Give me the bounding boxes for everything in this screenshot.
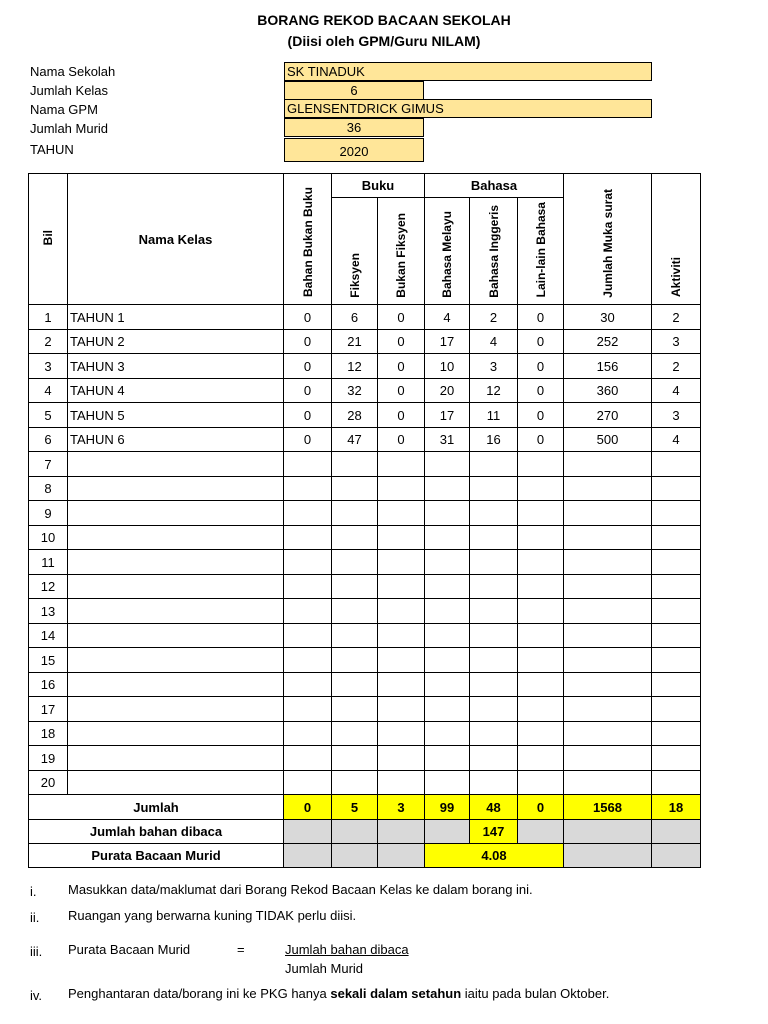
totals-label: Jumlah xyxy=(29,795,284,820)
row-fiksyen[interactable] xyxy=(332,746,378,771)
row-bil: 9 xyxy=(29,501,68,526)
note-3-numerator: Jumlah bahan dibaca xyxy=(285,942,409,957)
table-row xyxy=(29,623,701,648)
row-lain-lain[interactable] xyxy=(518,623,564,648)
total-aktiviti: 18 xyxy=(652,795,701,820)
row-bil: 10 xyxy=(29,525,68,550)
row-bahasa-melayu[interactable] xyxy=(425,623,470,648)
row-jumlah-muka-surat[interactable]: 30 xyxy=(564,305,652,330)
row-lain-lain[interactable]: 0 xyxy=(518,427,564,452)
row-bahasa-melayu[interactable]: 17 xyxy=(425,403,470,428)
row-bukan-fiksyen[interactable] xyxy=(378,697,425,722)
note-2-number: ii. xyxy=(30,910,40,925)
row-lain-lain[interactable] xyxy=(518,501,564,526)
note-3-equals: = xyxy=(237,942,245,957)
row-jumlah-muka-surat[interactable]: 156 xyxy=(564,354,652,379)
header-bukan-fiksyen: Bukan Fiksyen xyxy=(378,198,425,305)
students-label: Jumlah Murid xyxy=(30,121,109,136)
row-lain-lain[interactable] xyxy=(518,599,564,624)
row-fiksyen[interactable] xyxy=(332,721,378,746)
row-aktiviti[interactable]: 4 xyxy=(652,378,701,403)
row-bahasa-melayu[interactable] xyxy=(425,574,470,599)
note-3-number: iii. xyxy=(30,944,43,959)
row-jumlah-muka-surat[interactable] xyxy=(564,648,652,673)
row-aktiviti[interactable] xyxy=(652,550,701,575)
row-nama-kelas[interactable] xyxy=(68,599,284,624)
row-bahan-bukan-buku[interactable] xyxy=(284,574,332,599)
row-nama-kelas[interactable] xyxy=(68,550,284,575)
row-bahasa-inggeris[interactable]: 16 xyxy=(470,427,518,452)
table-row xyxy=(29,574,701,599)
row-bahasa-inggeris[interactable] xyxy=(470,623,518,648)
row-bahasa-melayu[interactable] xyxy=(425,476,470,501)
table-row xyxy=(29,770,701,795)
row-bahan-bukan-buku[interactable] xyxy=(284,746,332,771)
row-bahasa-melayu[interactable] xyxy=(425,599,470,624)
row-bil: 6 xyxy=(29,427,68,452)
row-nama-kelas[interactable]: TAHUN 1 xyxy=(68,305,284,330)
row-aktiviti[interactable] xyxy=(652,770,701,795)
row-nama-kelas[interactable] xyxy=(68,770,284,795)
row-bukan-fiksyen[interactable] xyxy=(378,623,425,648)
row-jumlah-muka-surat[interactable] xyxy=(564,746,652,771)
row-nama-kelas[interactable]: TAHUN 5 xyxy=(68,403,284,428)
header-lain-lain-bahasa: Lain-lain Bahasa xyxy=(518,198,564,305)
header-bahasa-inggeris: Bahasa Inggeris xyxy=(470,198,518,305)
row-fiksyen[interactable] xyxy=(332,697,378,722)
jumlah-bahan-value: 147 xyxy=(470,820,518,844)
gray-cell xyxy=(332,820,378,844)
row-bil: 20 xyxy=(29,770,68,795)
page-title: BORANG REKOD BACAAN SEKOLAH xyxy=(257,12,511,28)
row-fiksyen[interactable]: 12 xyxy=(332,354,378,379)
school-label: Nama Sekolah xyxy=(30,64,116,79)
row-bil: 18 xyxy=(29,721,68,746)
row-bahasa-inggeris[interactable] xyxy=(470,476,518,501)
row-bahasa-melayu[interactable]: 10 xyxy=(425,354,470,379)
row-bahasa-inggeris[interactable]: 2 xyxy=(470,305,518,330)
row-aktiviti[interactable] xyxy=(652,623,701,648)
row-lain-lain[interactable] xyxy=(518,746,564,771)
row-fiksyen[interactable]: 32 xyxy=(332,378,378,403)
note-4-text xyxy=(68,986,609,1001)
row-bil: 15 xyxy=(29,648,68,673)
row-nama-kelas[interactable]: TAHUN 6 xyxy=(68,427,284,452)
row-bahan-bukan-buku[interactable] xyxy=(284,476,332,501)
row-bil: 4 xyxy=(29,378,68,403)
row-fiksyen[interactable] xyxy=(332,599,378,624)
row-bahasa-inggeris[interactable] xyxy=(470,746,518,771)
row-bahasa-inggeris[interactable]: 11 xyxy=(470,403,518,428)
row-jumlah-muka-surat[interactable] xyxy=(564,574,652,599)
row-bahan-bukan-buku[interactable] xyxy=(284,672,332,697)
gpm-field[interactable]: GLENSENTDRICK GIMUS xyxy=(284,99,652,118)
table-row xyxy=(29,354,701,379)
table-row xyxy=(29,452,701,477)
row-fiksyen[interactable] xyxy=(332,452,378,477)
row-bahasa-melayu[interactable] xyxy=(425,746,470,771)
header-jumlah-muka-surat: Jumlah Muka surat xyxy=(564,174,652,305)
row-lain-lain[interactable]: 0 xyxy=(518,403,564,428)
table-row xyxy=(29,721,701,746)
row-jumlah-muka-surat[interactable] xyxy=(564,623,652,648)
row-bahan-bukan-buku[interactable]: 0 xyxy=(284,403,332,428)
total-bahasa-inggeris: 48 xyxy=(470,795,518,820)
row-bahasa-melayu[interactable] xyxy=(425,672,470,697)
row-bukan-fiksyen[interactable]: 0 xyxy=(378,329,425,354)
row-fiksyen[interactable]: 47 xyxy=(332,427,378,452)
row-lain-lain[interactable]: 0 xyxy=(518,378,564,403)
header-buku: Buku xyxy=(332,174,425,198)
row-bahasa-inggeris[interactable] xyxy=(470,721,518,746)
row-aktiviti[interactable] xyxy=(652,697,701,722)
row-bukan-fiksyen[interactable] xyxy=(378,550,425,575)
row-bahan-bukan-buku[interactable]: 0 xyxy=(284,354,332,379)
row-bil: 16 xyxy=(29,672,68,697)
students-field[interactable]: 36 xyxy=(284,118,424,137)
row-jumlah-muka-surat[interactable]: 360 xyxy=(564,378,652,403)
row-bahasa-melayu[interactable] xyxy=(425,452,470,477)
row-bil: 14 xyxy=(29,623,68,648)
gray-cell xyxy=(564,820,652,844)
row-bil: 2 xyxy=(29,329,68,354)
row-fiksyen[interactable]: 21 xyxy=(332,329,378,354)
row-jumlah-muka-surat[interactable] xyxy=(564,476,652,501)
total-bukan-fiksyen: 3 xyxy=(378,795,425,820)
row-bukan-fiksyen[interactable]: 0 xyxy=(378,378,425,403)
row-bahasa-inggeris[interactable] xyxy=(470,672,518,697)
row-bukan-fiksyen[interactable] xyxy=(378,525,425,550)
row-bukan-fiksyen[interactable] xyxy=(378,770,425,795)
row-aktiviti[interactable] xyxy=(652,721,701,746)
table-row xyxy=(29,746,701,771)
gray-cell xyxy=(425,820,470,844)
row-bahan-bukan-buku[interactable]: 0 xyxy=(284,329,332,354)
row-aktiviti[interactable] xyxy=(652,501,701,526)
note-4-bold: sekali dalam setahun xyxy=(330,986,462,1001)
reading-record-table xyxy=(28,173,701,868)
row-bil: 11 xyxy=(29,550,68,575)
row-bahan-bukan-buku[interactable] xyxy=(284,623,332,648)
table-row xyxy=(29,697,701,722)
row-nama-kelas[interactable] xyxy=(68,623,284,648)
gray-cell xyxy=(564,844,652,868)
note-4-post: iaitu pada bulan Oktober. xyxy=(461,986,610,1001)
row-nama-kelas[interactable] xyxy=(68,746,284,771)
row-aktiviti[interactable] xyxy=(652,648,701,673)
row-lain-lain[interactable] xyxy=(518,574,564,599)
row-nama-kelas[interactable] xyxy=(68,574,284,599)
row-nama-kelas[interactable] xyxy=(68,648,284,673)
row-bukan-fiksyen[interactable] xyxy=(378,721,425,746)
row-fiksyen[interactable] xyxy=(332,623,378,648)
row-bahan-bukan-buku[interactable] xyxy=(284,697,332,722)
row-bahan-bukan-buku[interactable] xyxy=(284,721,332,746)
row-bahan-bukan-buku[interactable] xyxy=(284,550,332,575)
total-bahan-bukan-buku: 0 xyxy=(284,795,332,820)
row-bahasa-melayu[interactable] xyxy=(425,550,470,575)
row-bahasa-melayu[interactable] xyxy=(425,525,470,550)
row-bahasa-melayu[interactable] xyxy=(425,721,470,746)
header-aktiviti: Aktiviti xyxy=(652,174,701,305)
row-lain-lain[interactable] xyxy=(518,697,564,722)
row-fiksyen[interactable] xyxy=(332,550,378,575)
row-lain-lain[interactable] xyxy=(518,721,564,746)
row-bahasa-inggeris[interactable] xyxy=(470,599,518,624)
row-lain-lain[interactable] xyxy=(518,672,564,697)
row-jumlah-muka-surat[interactable] xyxy=(564,672,652,697)
row-bukan-fiksyen[interactable]: 0 xyxy=(378,403,425,428)
row-bil: 12 xyxy=(29,574,68,599)
row-bahasa-inggeris[interactable]: 12 xyxy=(470,378,518,403)
table-row xyxy=(29,329,701,354)
row-jumlah-muka-surat[interactable] xyxy=(564,550,652,575)
row-jumlah-muka-surat[interactable] xyxy=(564,721,652,746)
header-fiksyen: Fiksyen xyxy=(332,198,378,305)
row-lain-lain[interactable]: 0 xyxy=(518,354,564,379)
row-bahasa-inggeris[interactable] xyxy=(470,501,518,526)
row-bukan-fiksyen[interactable] xyxy=(378,476,425,501)
row-jumlah-muka-surat[interactable] xyxy=(564,599,652,624)
row-jumlah-muka-surat[interactable] xyxy=(564,697,652,722)
row-bahan-bukan-buku[interactable] xyxy=(284,599,332,624)
row-nama-kelas[interactable]: TAHUN 4 xyxy=(68,378,284,403)
row-nama-kelas[interactable] xyxy=(68,672,284,697)
row-fiksyen[interactable] xyxy=(332,672,378,697)
header-bahasa: Bahasa xyxy=(425,174,564,198)
row-aktiviti[interactable] xyxy=(652,574,701,599)
row-bahan-bukan-buku[interactable] xyxy=(284,452,332,477)
row-jumlah-muka-surat[interactable]: 500 xyxy=(564,427,652,452)
row-aktiviti[interactable]: 2 xyxy=(652,305,701,330)
row-bukan-fiksyen[interactable]: 0 xyxy=(378,427,425,452)
header-bahasa-melayu: Bahasa Melayu xyxy=(425,198,470,305)
row-bil: 5 xyxy=(29,403,68,428)
row-aktiviti[interactable]: 3 xyxy=(652,329,701,354)
row-nama-kelas[interactable] xyxy=(68,697,284,722)
row-bahasa-inggeris[interactable]: 4 xyxy=(470,329,518,354)
table-row xyxy=(29,672,701,697)
note-3-denominator: Jumlah Murid xyxy=(285,961,364,976)
row-bahan-bukan-buku[interactable]: 0 xyxy=(284,305,332,330)
row-fiksyen[interactable]: 28 xyxy=(332,403,378,428)
table-row xyxy=(29,525,701,550)
row-bukan-fiksyen[interactable] xyxy=(378,648,425,673)
row-bukan-fiksyen[interactable] xyxy=(378,746,425,771)
purata-label: Purata Bacaan Murid xyxy=(29,844,284,868)
row-fiksyen[interactable] xyxy=(332,770,378,795)
total-bahasa-melayu: 99 xyxy=(425,795,470,820)
purata-value: 4.08 xyxy=(425,844,564,868)
row-jumlah-muka-surat[interactable] xyxy=(564,525,652,550)
row-fiksyen[interactable] xyxy=(332,574,378,599)
gray-cell xyxy=(332,844,378,868)
row-aktiviti[interactable] xyxy=(652,476,701,501)
row-bukan-fiksyen[interactable]: 0 xyxy=(378,354,425,379)
gray-cell xyxy=(378,844,425,868)
row-aktiviti[interactable] xyxy=(652,525,701,550)
note-4-pre: Penghantaran data/borang ini ke PKG hanya xyxy=(68,986,331,1001)
header-nama-kelas: Nama Kelas xyxy=(68,174,284,305)
row-lain-lain[interactable] xyxy=(518,525,564,550)
total-fiksyen: 5 xyxy=(332,795,378,820)
row-nama-kelas[interactable] xyxy=(68,501,284,526)
row-bahasa-melayu[interactable] xyxy=(425,501,470,526)
row-fiksyen[interactable]: 6 xyxy=(332,305,378,330)
gray-cell xyxy=(378,820,425,844)
row-bahasa-inggeris[interactable]: 3 xyxy=(470,354,518,379)
purata-row xyxy=(29,844,701,868)
note-1-number: i. xyxy=(30,884,37,899)
classes-field[interactable]: 6 xyxy=(284,81,424,100)
table-row xyxy=(29,403,701,428)
gray-cell xyxy=(518,820,564,844)
row-bahasa-inggeris[interactable] xyxy=(470,648,518,673)
note-3-text: Purata Bacaan Murid xyxy=(68,942,191,957)
gray-cell xyxy=(652,844,701,868)
table-row xyxy=(29,550,701,575)
row-bahan-bukan-buku[interactable] xyxy=(284,501,332,526)
row-bahasa-inggeris[interactable] xyxy=(470,574,518,599)
page-subtitle: (Diisi oleh GPM/Guru NILAM) xyxy=(287,33,481,49)
row-nama-kelas[interactable]: TAHUN 2 xyxy=(68,329,284,354)
row-nama-kelas[interactable] xyxy=(68,721,284,746)
school-field[interactable]: SK TINADUK xyxy=(284,62,652,81)
gray-cell xyxy=(284,820,332,844)
row-bukan-fiksyen[interactable] xyxy=(378,501,425,526)
row-lain-lain[interactable]: 0 xyxy=(518,329,564,354)
row-bahan-bukan-buku[interactable]: 0 xyxy=(284,427,332,452)
note-4-number: iv. xyxy=(30,988,43,1003)
row-nama-kelas[interactable]: TAHUN 3 xyxy=(68,354,284,379)
row-bil: 17 xyxy=(29,697,68,722)
gray-cell xyxy=(284,844,332,868)
row-lain-lain[interactable] xyxy=(518,648,564,673)
row-bukan-fiksyen[interactable]: 0 xyxy=(378,305,425,330)
row-bil: 1 xyxy=(29,305,68,330)
row-aktiviti[interactable] xyxy=(652,452,701,477)
table-row xyxy=(29,648,701,673)
table-row xyxy=(29,599,701,624)
row-bahasa-inggeris[interactable] xyxy=(470,452,518,477)
classes-label: Jumlah Kelas xyxy=(30,83,109,98)
row-aktiviti[interactable]: 2 xyxy=(652,354,701,379)
gray-cell xyxy=(652,820,701,844)
row-aktiviti[interactable] xyxy=(652,672,701,697)
row-bil: 7 xyxy=(29,452,68,477)
row-fiksyen[interactable] xyxy=(332,648,378,673)
note-1-text: Masukkan data/maklumat dari Borang Rekod Bacaan Kelas ke dalam borang ini. xyxy=(68,882,533,897)
row-aktiviti[interactable] xyxy=(652,599,701,624)
row-lain-lain[interactable] xyxy=(518,452,564,477)
row-jumlah-muka-surat[interactable]: 252 xyxy=(564,329,652,354)
note-2-text: Ruangan yang berwarna kuning TIDAK perlu diisi. xyxy=(68,908,357,923)
row-lain-lain[interactable] xyxy=(518,476,564,501)
row-bukan-fiksyen[interactable] xyxy=(378,574,425,599)
row-aktiviti[interactable] xyxy=(652,746,701,771)
row-bil: 19 xyxy=(29,746,68,771)
jumlah-bahan-label: Jumlah bahan dibaca xyxy=(29,820,284,844)
row-bahasa-inggeris[interactable] xyxy=(470,770,518,795)
row-bahasa-melayu[interactable]: 17 xyxy=(425,329,470,354)
row-bil: 3 xyxy=(29,354,68,379)
year-field[interactable]: 2020 xyxy=(284,138,424,162)
row-nama-kelas[interactable] xyxy=(68,525,284,550)
row-bahasa-melayu[interactable]: 4 xyxy=(425,305,470,330)
row-nama-kelas[interactable] xyxy=(68,452,284,477)
row-bil: 13 xyxy=(29,599,68,624)
row-bahasa-inggeris[interactable] xyxy=(470,697,518,722)
table-row xyxy=(29,378,701,403)
row-bahan-bukan-buku[interactable]: 0 xyxy=(284,378,332,403)
row-aktiviti[interactable]: 3 xyxy=(652,403,701,428)
total-lain-lain: 0 xyxy=(518,795,564,820)
row-bahasa-melayu[interactable] xyxy=(425,697,470,722)
row-bahasa-melayu[interactable]: 31 xyxy=(425,427,470,452)
total-jumlah-muka-surat: 1568 xyxy=(564,795,652,820)
table-row xyxy=(29,305,701,330)
row-fiksyen[interactable] xyxy=(332,501,378,526)
row-bahan-bukan-buku[interactable] xyxy=(284,525,332,550)
row-aktiviti[interactable]: 4 xyxy=(652,427,701,452)
row-jumlah-muka-surat[interactable] xyxy=(564,452,652,477)
row-bahan-bukan-buku[interactable] xyxy=(284,770,332,795)
table-row xyxy=(29,501,701,526)
row-fiksyen[interactable] xyxy=(332,476,378,501)
totals-row xyxy=(29,795,701,820)
row-lain-lain[interactable] xyxy=(518,550,564,575)
row-bahasa-melayu[interactable]: 20 xyxy=(425,378,470,403)
row-bukan-fiksyen[interactable] xyxy=(378,452,425,477)
row-jumlah-muka-surat[interactable]: 270 xyxy=(564,403,652,428)
row-bahasa-melayu[interactable] xyxy=(425,770,470,795)
row-jumlah-muka-surat[interactable] xyxy=(564,501,652,526)
gpm-label: Nama GPM xyxy=(30,102,98,117)
row-bukan-fiksyen[interactable] xyxy=(378,599,425,624)
header-bahan-bukan-buku: Bahan Bukan Buku xyxy=(284,174,332,305)
row-bahasa-melayu[interactable] xyxy=(425,648,470,673)
row-nama-kelas[interactable] xyxy=(68,476,284,501)
row-lain-lain[interactable] xyxy=(518,770,564,795)
row-bukan-fiksyen[interactable] xyxy=(378,672,425,697)
table-row xyxy=(29,427,701,452)
row-lain-lain[interactable]: 0 xyxy=(518,305,564,330)
table-row xyxy=(29,476,701,501)
row-bahan-bukan-buku[interactable] xyxy=(284,648,332,673)
jumlah-bahan-row xyxy=(29,820,701,844)
row-bahasa-inggeris[interactable] xyxy=(470,550,518,575)
row-jumlah-muka-surat[interactable] xyxy=(564,770,652,795)
row-fiksyen[interactable] xyxy=(332,525,378,550)
row-bil: 8 xyxy=(29,476,68,501)
year-label: TAHUN xyxy=(30,142,74,157)
header-bil: Bil xyxy=(29,174,68,305)
row-bahasa-inggeris[interactable] xyxy=(470,525,518,550)
